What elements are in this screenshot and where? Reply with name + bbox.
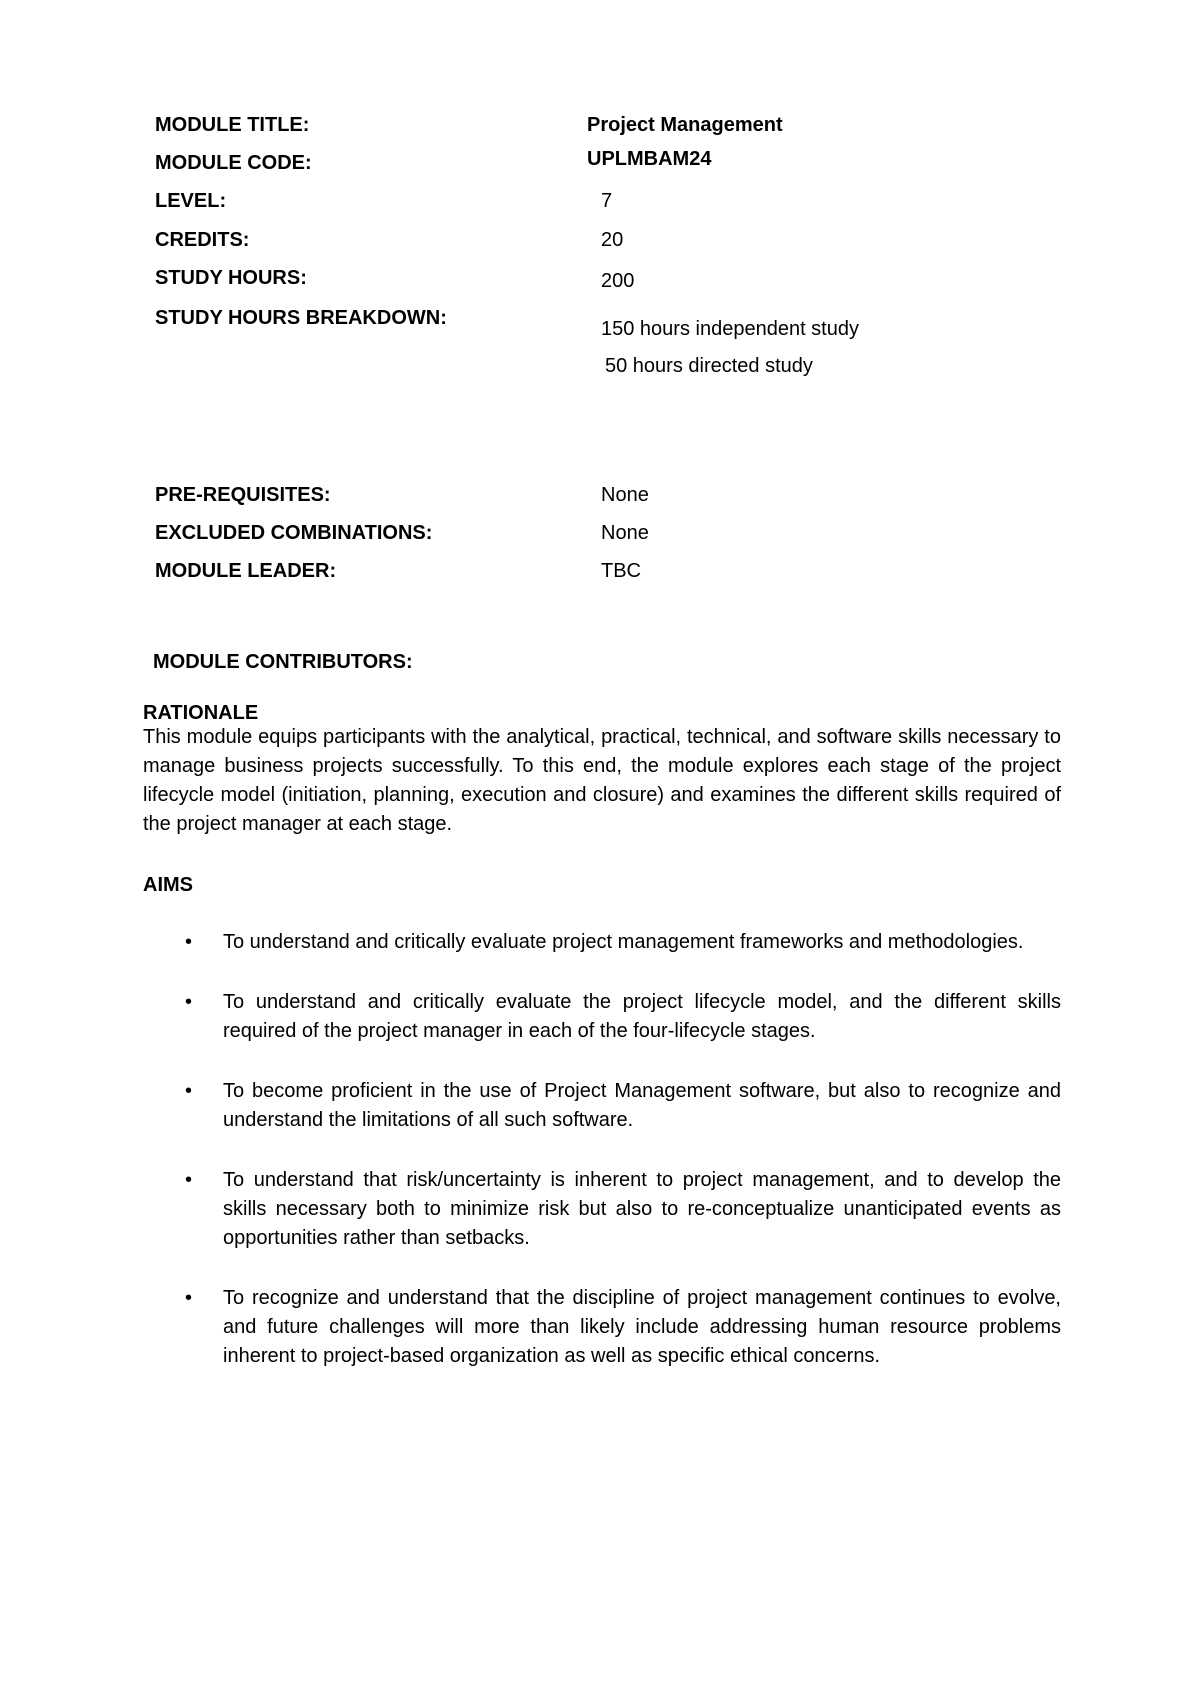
credits-label: CREDITS: xyxy=(155,229,250,251)
breakdown-line-independent: 150 hours independent study xyxy=(601,318,859,340)
module-contributors-label: MODULE CONTRIBUTORS: xyxy=(153,651,413,673)
module-code-label: MODULE CODE: xyxy=(155,152,312,174)
bullet-icon: • xyxy=(185,1287,193,1309)
aims-list-item xyxy=(143,1077,1061,1135)
aims-list-item xyxy=(143,1166,1061,1253)
credits-value: 20 xyxy=(601,229,624,251)
module-title-label: MODULE TITLE: xyxy=(155,114,310,136)
aim-text: To understand that risk/uncertainty is inherent to project management, and to develop the skills necessary both to minimize risk but also to re-conceptualize unanticipated events as opportunities rather than setbacks. xyxy=(223,1169,1061,1249)
level-value: 7 xyxy=(601,190,613,212)
study-hours-breakdown-label: STUDY HOURS BREAKDOWN: xyxy=(155,307,447,329)
aims-list xyxy=(143,928,1061,1402)
aims-list-item xyxy=(143,928,1061,957)
aims-list-item xyxy=(143,988,1061,1046)
prerequisites-label: PRE-REQUISITES: xyxy=(155,484,331,506)
aims-list-item xyxy=(143,1284,1061,1371)
rationale-paragraph: This module equips participants with the analytical, practical, technical, and software skills necessary to manage business projects successfully. To this end, the module explores each stage of the project lifecycle model (initiation, planning, execution and closure) and examines the different skills required of the project manager at each stage. xyxy=(143,726,1061,835)
level-label: LEVEL: xyxy=(155,190,227,212)
excluded-combinations-label: EXCLUDED COMBINATIONS: xyxy=(155,522,433,544)
bullet-icon: • xyxy=(185,1169,193,1191)
module-leader-label: MODULE LEADER: xyxy=(155,560,337,582)
aim-text: To understand and critically evaluate project management frameworks and methodologies. xyxy=(223,931,1024,953)
breakdown-line-directed: 50 hours directed study xyxy=(605,355,813,377)
module-leader-value: TBC xyxy=(601,560,641,582)
prerequisites-value: None xyxy=(601,484,649,506)
aim-text: To recognize and understand that the discipline of project management continues to evolve, and future challenges will more than likely include addressing human resource problems inherent to project-based organization as well as specific ethical concerns. xyxy=(223,1287,1061,1367)
excluded-combinations-value: None xyxy=(601,522,649,544)
bullet-icon: • xyxy=(185,1080,193,1102)
aim-text: To become proficient in the use of Project Management software, but also to recognize and understand the limitations of all such software. xyxy=(223,1080,1061,1131)
bullet-icon: • xyxy=(185,931,193,953)
aims-heading: AIMS xyxy=(143,874,193,896)
study-hours-value: 200 xyxy=(601,270,635,292)
aim-text: To understand and critically evaluate the project lifecycle model, and the different skills required of the project manager in each of the four-lifecycle stages. xyxy=(223,991,1061,1042)
study-hours-label: STUDY HOURS: xyxy=(155,267,307,289)
module-title-value: Project Management xyxy=(587,114,783,136)
bullet-icon: • xyxy=(185,991,193,1013)
rationale-heading: RATIONALE xyxy=(143,702,259,724)
module-code-value: UPLMBAM24 xyxy=(587,148,712,170)
